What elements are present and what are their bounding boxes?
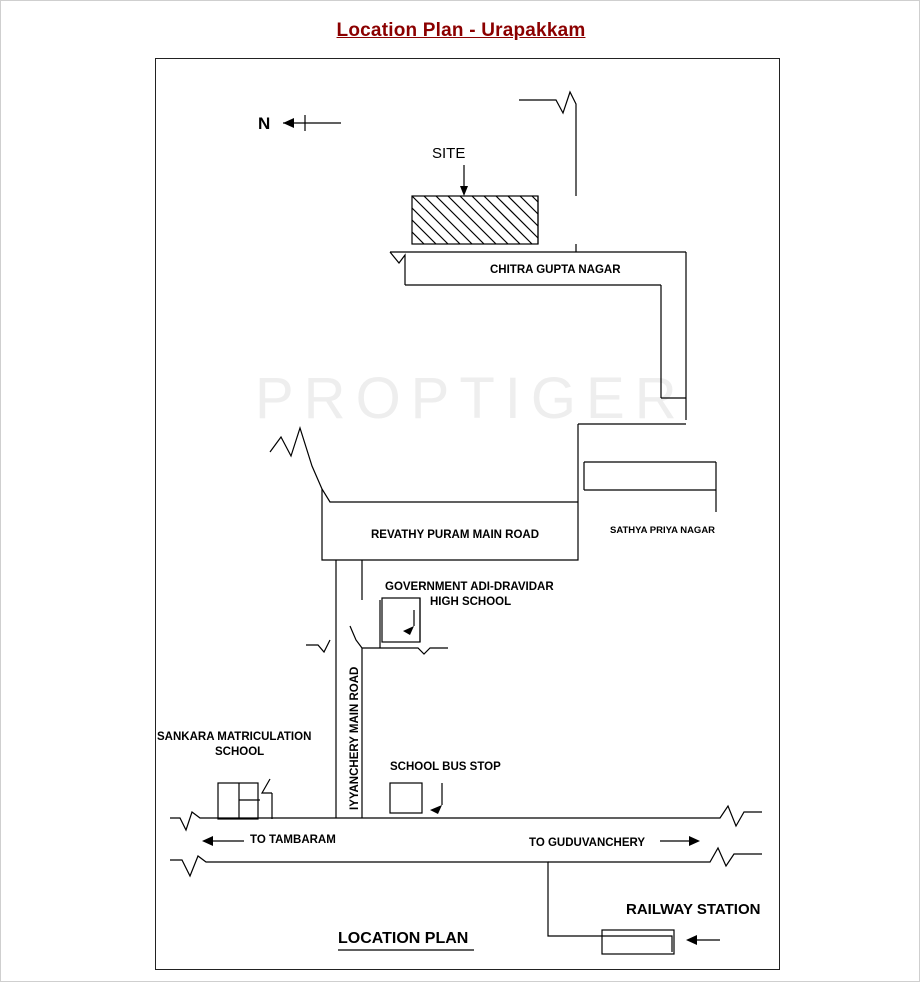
- watermark: PROPTIGER: [255, 366, 687, 431]
- site-block: [412, 196, 538, 244]
- iyyanchery-main-road-label: IYYANCHERY MAIN ROAD: [349, 666, 361, 810]
- sankara-school-label-line2: SCHOOL: [215, 746, 265, 758]
- sathya-priya-nagar-roads: [578, 424, 716, 512]
- government-school-label-line2: HIGH SCHOOL: [430, 596, 512, 608]
- compass-north-label: N: [258, 114, 271, 133]
- compass-north-icon: [283, 115, 341, 131]
- sankara-school-building: [218, 779, 272, 819]
- railway-station-label: RAILWAY STATION: [626, 901, 761, 918]
- site-label: SITE: [432, 145, 466, 162]
- government-school-building: [382, 598, 420, 642]
- north-vertical-road: [538, 118, 576, 252]
- government-school-label-line1: GOVERNMENT ADI-DRAVIDAR: [385, 581, 554, 593]
- chitra-gupta-nagar-label: CHITRA GUPTA NAGAR: [490, 264, 621, 276]
- school-bus-stop-label: SCHOOL BUS STOP: [390, 761, 501, 773]
- plan-caption: LOCATION PLAN: [338, 930, 469, 947]
- school-bus-stop-building: [390, 783, 442, 814]
- page-title-text: Location Plan - Urapakkam: [336, 20, 586, 41]
- site-arrow-icon: [460, 165, 468, 196]
- iyyanchery-main-road-line: [306, 560, 448, 818]
- sathya-priya-nagar-label: SATHYA PRIYA NAGAR: [610, 525, 716, 536]
- to-guduvanchery-label: TO GUDUVANCHERY: [529, 837, 646, 849]
- to-guduvanchery-arrow-icon: [660, 836, 700, 846]
- railway-station-block: [602, 930, 720, 954]
- sankara-school-label-line1: SANKARA MATRICULATION: [157, 731, 312, 743]
- top-road-break: [519, 92, 576, 118]
- to-tambaram-arrow-icon: [202, 836, 244, 846]
- revathy-puram-main-road-label: REVATHY PURAM MAIN ROAD: [371, 529, 540, 541]
- to-tambaram-label: TO TAMBARAM: [250, 834, 336, 846]
